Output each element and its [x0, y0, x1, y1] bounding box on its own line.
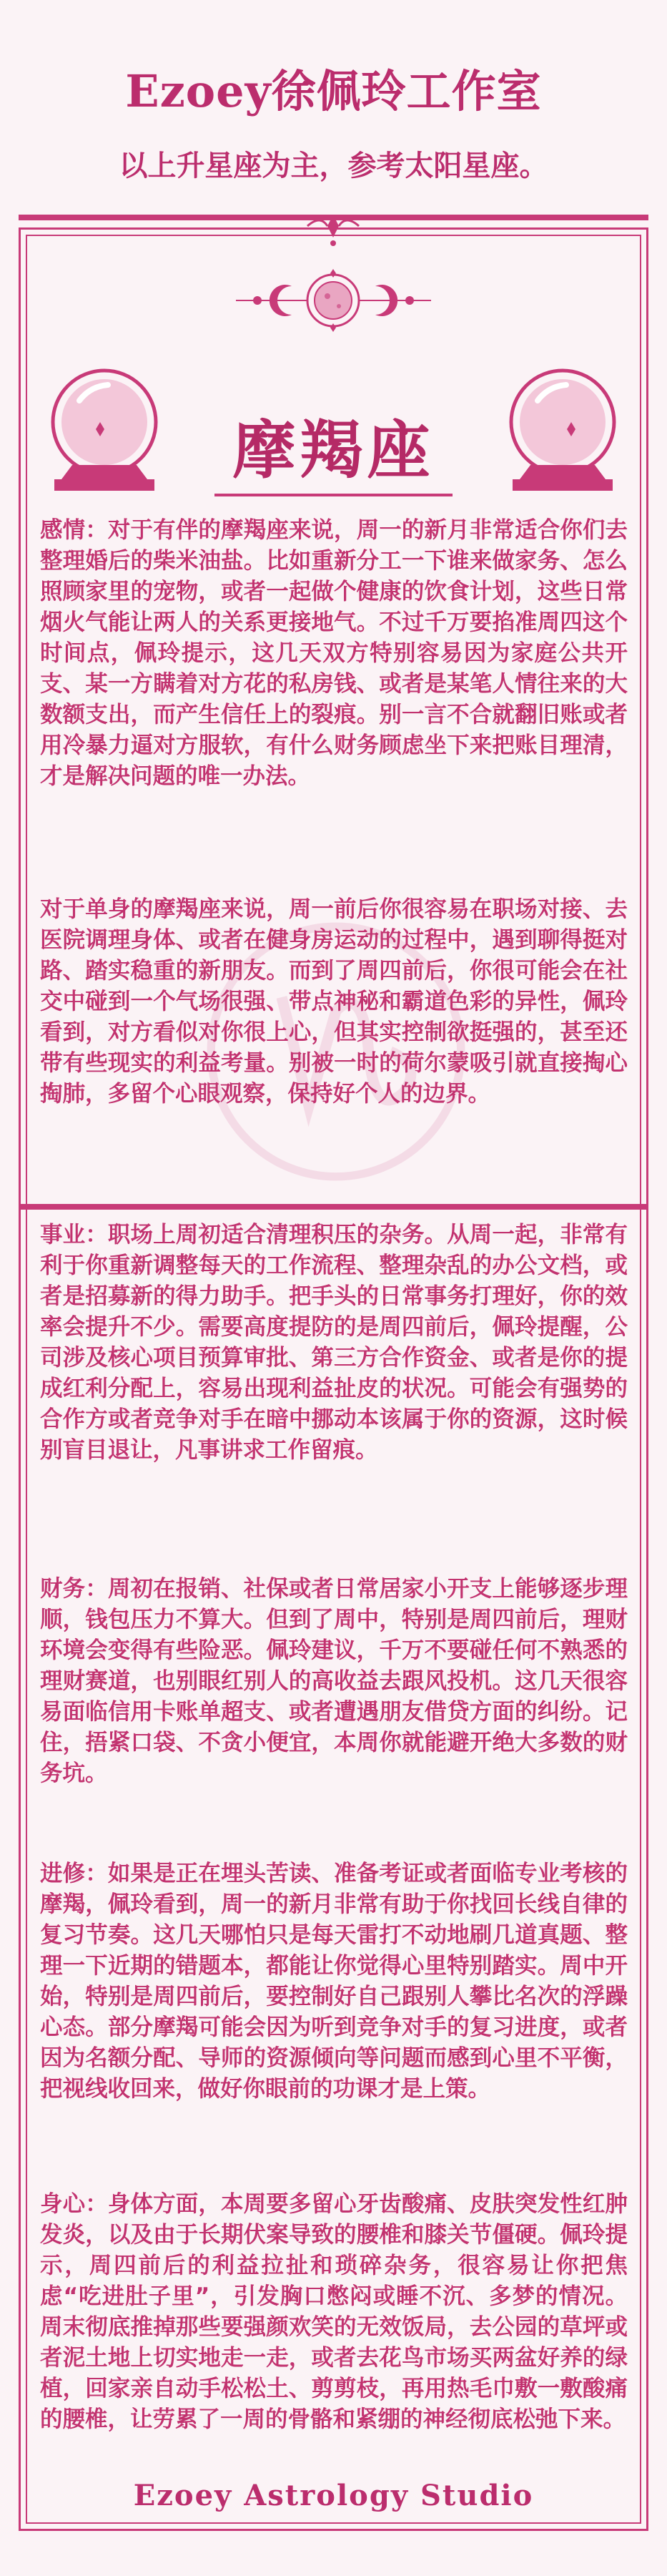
title-underline	[214, 494, 453, 496]
section-health: 身心：身体方面，本周要多留心牙齿酸痛、皮肤突发性红肿发炎，以及由于长期伏案导致的腰椎和膝关节僵硬。佩玲提示，周四前后的利益拉扯和琐碎杂务，很容易让你把焦虑“吃进肚子里”，引发胸口憋闷或睡不沉、多梦的情况。周末彻底推掉那些要强颜欢笑的无效饭局，去公园的草坪或者泥土地上切实地走一走，或者去花鸟市场买两盆好养的绿植，回家亲自动手松松土、剪剪枝，再用热毛巾敷一敷酸痛的腰椎，让劳累了一周的骨骼和紧绷的神经彻底松弛下来。	[40, 2191, 628, 2432]
moon-phases-icon	[236, 265, 431, 336]
top-ornament-icon	[0, 207, 667, 250]
section-love-single: 对于单身的摩羯座来说，周一前后你很容易在职场对接、去医院调理身体、或者在健身房运动的过程中，遇到聊得挺对路、踏实稳重的新朋友。而到了周四前后，你很可能会在社交中碰到一个气场很强、带点神秘和霸道色彩的异性，佩玲看到，对方看似对你很上心，但其实控制欲挺强的，甚至还带有些现实的利益考量。别被一时的荷尔蒙吸引就直接掏心掏肺，多留个心眼观察，保持好个人的边界。	[40, 896, 628, 1107]
section-study: 进修：如果是正在埋头苦读、准备考证或者面临专业考核的摩羯，佩玲看到，周一的新月非常有助于你找回长线自律的复习节奏。这几天哪怕只是每天雷打不动地刷几道真题、整理一下近期的错题本，都能让你觉得心里特别踏实。周中开始，特别是周四前后，要控制好自己跟别人攀比名次的浮躁心态。部分摩羯可能会因为听到竞争对手的复习进度，或者因为名额分配、导师的资源倾向等问题而感到心里不平衡，把视线收回来，做好你眼前的功课才是上策。	[40, 1861, 628, 2102]
section-finance: 财务：周初在报销、社保或者日常居家小开支上能够逐步理顺，钱包压力不算大。但到了周中，特别是周四前后，理财环境会变得有些险恶。佩玲建议，千万不要碰任何不熟悉的理财赛道，也别眼红别人的高收益去跟风投机。这几天很容易面临信用卡账单超支、或者遭遇朋友借贷方面的纠纷。记住，捂紧口袋、不贪小便宜，本周你就能避开绝大多数的财务坑。	[40, 1576, 628, 1786]
sign-title: 摩羯座	[232, 413, 435, 487]
ascendant-note: 以上升星座为主，参考太阳星座。	[119, 150, 548, 182]
middle-divider-bar	[19, 1204, 648, 1210]
studio-footer: Ezoey Astrology Studio	[133, 2479, 534, 2512]
section-career: 事业：职场上周初适合清理积压的杂务。从周一起，非常有利于你重新调整每天的工作流程、整理杂乱的办公文档，或者是招募新的得力助手。把手头的日常事务打理好，你的效率会提升不少。需要高度提防的是周四前后，佩玲提醒，公司涉及核心项目预算审批、第三方合作资金、或者是你的提成红利分配上，容易出现利益扯皮的状况。可能会有强势的合作方或者竞争对手在暗中挪动本该属于你的资源，这时候别盲目退让，凡事讲求工作留痕。	[40, 1222, 628, 1463]
studio-title: Ezoey徐佩玲工作室	[125, 65, 542, 117]
section-love-partnered: 感情：对于有伴的摩羯座来说，周一的新月非常适合你们去整理婚后的柴米油盐。比如重新分工一下谁来做家务、怎么照顾家里的宠物，或者一起做个健康的饮食计划，这些日常烟火气能让两人的关系更接地气。不过千万要掐准周四这个时间点，佩玲提示，这几天双方特别容易因为家庭公共开支、某一方瞒着对方花的私房钱、或者是某笔人情往来的大数额支出，而产生信任上的裂痕。别一言不合就翻旧账或者用冷暴力逼对方服软，有什么财务顾虑坐下来把账目理清，才是解决问题的唯一办法。	[40, 517, 628, 789]
